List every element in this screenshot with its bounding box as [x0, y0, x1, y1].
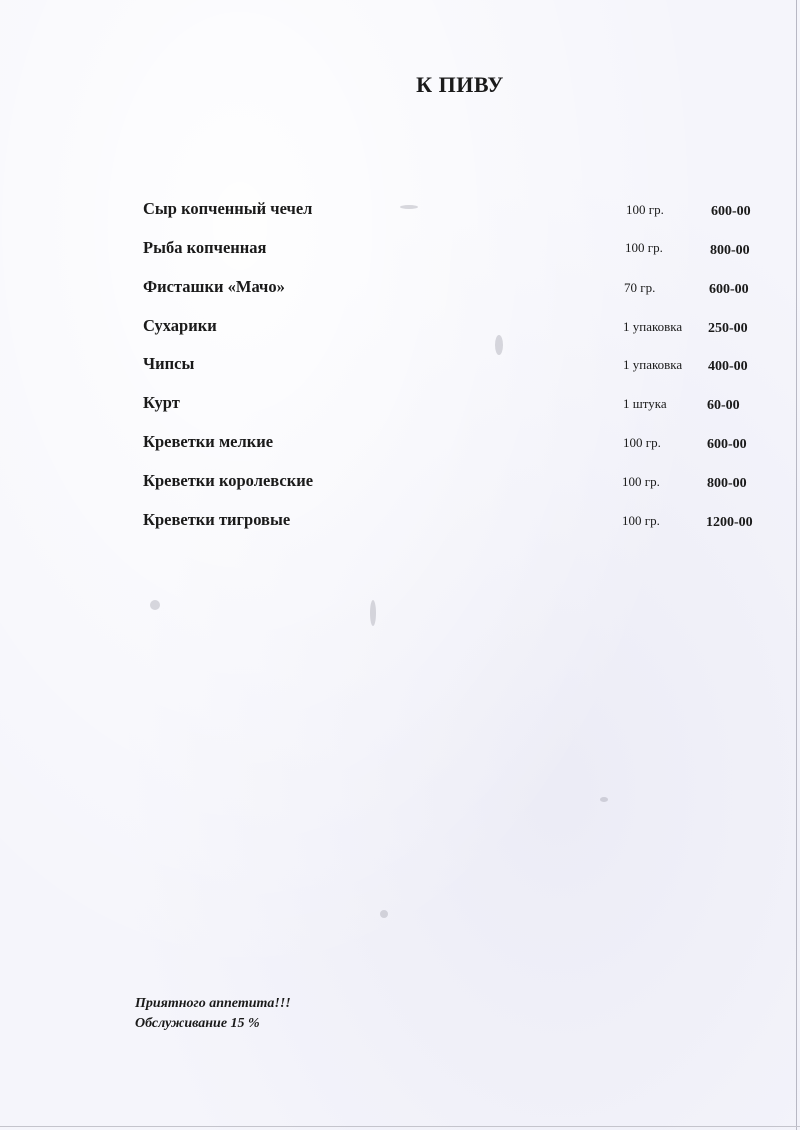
item-quantity: 1 упаковка: [623, 357, 683, 372]
item-name: Креветки королевские: [143, 471, 314, 490]
item-name: Сыр копченный чечел: [143, 199, 313, 218]
item-quantity: 1 упаковка: [623, 319, 683, 334]
menu-item: [0, 238, 800, 262]
menu-item: [0, 510, 800, 534]
item-price: 600-00: [711, 204, 751, 219]
item-price: 800-00: [707, 476, 747, 491]
menu-item: [0, 199, 800, 223]
item-name: Фисташки «Мачо»: [143, 277, 285, 296]
item-name: Рыба копченная: [143, 238, 267, 257]
item-price: 250-00: [708, 321, 748, 336]
item-price: 600-00: [707, 437, 747, 452]
item-price: 600-00: [709, 282, 749, 297]
item-name: Креветки тигровые: [143, 510, 291, 529]
item-name: Курт: [143, 393, 180, 412]
item-quantity: 100 гр.: [622, 474, 660, 489]
page-title: К ПИВУ: [416, 72, 504, 97]
menu-item: [0, 471, 800, 495]
item-price: 800-00: [710, 243, 750, 258]
item-quantity: 70 гр.: [624, 280, 656, 295]
item-quantity: 1 штука: [623, 396, 667, 411]
item-price: 400-00: [708, 359, 748, 374]
item-price: 60-00: [707, 398, 740, 413]
item-name: Креветки мелкие: [143, 432, 274, 451]
menu-item: [0, 354, 800, 378]
menu-item: [0, 277, 800, 301]
menu-item: [0, 393, 800, 417]
footer-service-charge: Обслуживание 15 %: [135, 1016, 260, 1031]
item-quantity: 100 гр.: [626, 202, 664, 217]
footer-greeting: Приятного аппетита!!!: [135, 996, 291, 1011]
item-quantity: 100 гр.: [623, 435, 661, 450]
item-name: Чипсы: [143, 354, 195, 373]
menu-item: [0, 316, 800, 340]
item-quantity: 100 гр.: [625, 240, 663, 255]
menu-item: [0, 432, 800, 456]
footer-note: [135, 994, 291, 1034]
item-name: Сухарики: [143, 316, 217, 335]
item-quantity: 100 гр.: [622, 513, 660, 528]
item-price: 1200-00: [706, 515, 753, 530]
